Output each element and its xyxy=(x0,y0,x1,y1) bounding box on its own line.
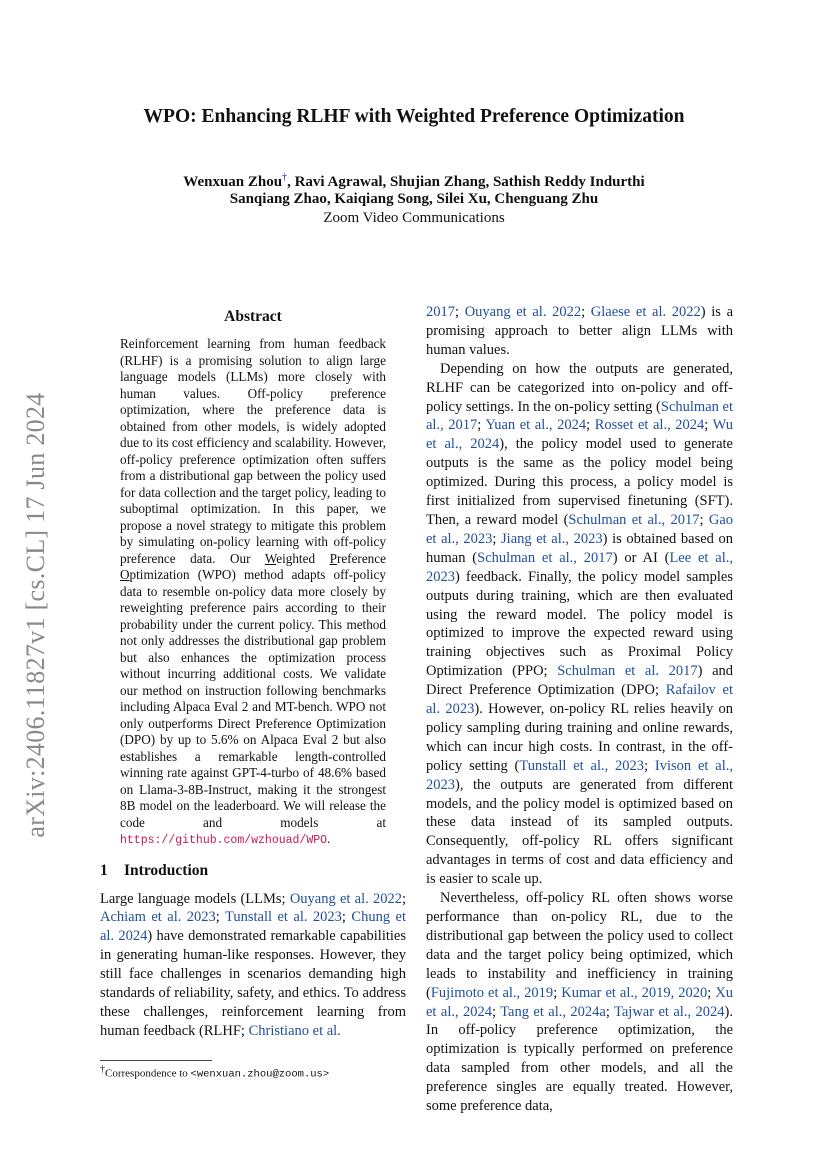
citation-link[interactable]: Chung et al. 2024 xyxy=(100,909,406,945)
citation-link[interactable]: Ouyang et al. 2022 xyxy=(464,304,582,320)
citation-link[interactable]: Kumar et al., 2019, 2020 xyxy=(561,984,708,1001)
citation-link[interactable]: Tunstall et al. 2023 xyxy=(225,909,342,926)
arxiv-sidebar-stamp xyxy=(20,370,52,860)
citation-link[interactable]: Tunstall et al., 2023 xyxy=(519,757,645,774)
citation-link[interactable]: Schulman et al., 2017 xyxy=(477,549,613,566)
citation-link[interactable]: Wu et al., 2024 xyxy=(426,417,733,453)
citation-link[interactable]: Tajwar et al., 2024 xyxy=(614,1003,725,1020)
citation-link[interactable]: Christiano et al. xyxy=(248,1022,341,1039)
citation-link[interactable]: Tang et al., 2024a xyxy=(500,1003,606,1020)
author-first: Wenxuan Zhou xyxy=(183,174,283,190)
citation-link[interactable]: Schulman et al. 2017 xyxy=(557,663,698,680)
citation-link[interactable]: Yuan et al., 2024 xyxy=(485,417,587,434)
abstract-text: Reinforcement learning from human feedback (RLHF) is a promising solution to align large language models (LLMs) more closely with human values. Off-policy preference optimization, where the preference data is obtained from other models, is widely adopted due to its cost efficiency and scalability. However, off-policy preference optimization often suffers from a distributional gap between the policy used for data collection and the target policy, leading to suboptimal optimization. In this paper, we propose a novel strategy to mitigate this problem by simulating on-policy learning with off-policy preference data. Our Weighted Preference Optimization (WPO) method adapts off-policy data to resemble on-policy data more closely by reweighting preference pairs according to their probability under the current policy. This method not only addresses the distributional gap problem but also enhances the optimization process without incurring additional costs. We validate our method on instruction following benchmarks including Alpaca Eval 2 and MT-bench. WPO not only outperforms Direct Preference Optimization (DPO) by up to 5.6% on Alpaca Eval 2 but also establishes a remarkable length-controlled winning rate against GPT-4-turbo of 48.6% based on Llama-3-8B-Instruct, making it the strongest 8B model on the leaderboard. We will release the code and models at https://github.com/wzhouad/WPO. xyxy=(120,336,386,847)
citation-link[interactable]: Xu et al., 2024 xyxy=(426,984,734,1020)
left-column xyxy=(100,308,406,1041)
citation-link[interactable]: Rafailov et al. 2023 xyxy=(426,682,733,718)
citation-link[interactable]: Jiang et al., 2023 xyxy=(501,530,603,547)
citation-link[interactable]: Rosset et al., 2024 xyxy=(594,417,705,434)
citation-link[interactable]: Schulman et al., 2017 xyxy=(426,398,733,434)
authors-rest: , Ravi Agrawal, Shujian Zhang, Sathish Reddy Indurthi xyxy=(287,174,645,190)
author-line-2: Sanqiang Zhao, Kaiqiang Song, Silei Xu, Chenguang Zhu xyxy=(229,191,599,207)
intro-heading: 1 Introduction xyxy=(100,861,209,879)
citation-link[interactable]: Fujimoto et al., 2019 xyxy=(430,984,554,1001)
arxiv-id-text: arXiv:2406.11827v1 [cs.CL] 17 Jun 2024 xyxy=(21,392,50,838)
footnote-email: <wenxuan.zhou@zoom.us> xyxy=(190,1068,330,1081)
citation-link[interactable]: Ouyang et al. 2022 xyxy=(289,890,402,907)
right-column xyxy=(426,303,733,1116)
footnote-divider xyxy=(100,1060,212,1061)
citation-link[interactable]: Achiam et al. 2023 xyxy=(100,909,216,926)
code-url-link[interactable]: https://github.com/wzhouad/WPO xyxy=(120,834,328,847)
rlhf-continuation-paragraph: 2017; Ouyang et al. 2022; Glaese et al. 2022) is a promising approach to better align LLMs with human values. xyxy=(426,304,734,358)
on-off-policy-paragraph: Depending on how the outputs are generated, RLHF can be categorized into on-policy and off-policy settings. In the on-policy setting (Schulman et al., 2017; Yuan et al., 2024; Rosset et al., 2024; Wu et al., 2024), the policy model used to generate outputs is the same as the policy model being optimized. During this process, a policy model is first initialized from supervised finetuning (SFT). Then, a reward model (Schulman et al., 2017; Gao et al., 2023; Jiang et al., 2023) is obtained based on human (Schulman et al., 2017) or AI (Lee et al., 2023) feedback. Finally, the policy model samples outputs during training, which are then evaluated using the reward model. The policy model is optimized to improve the expected reward using training objectives such as Proximal Policy Optimization (PPO; Schulman et al. 2017) and Direct Preference Optimization (DPO; Rafailov et al. 2023). However, on-policy RL relies heavily on policy sampling during training and online rewards, which can incur high costs. In contrast, in the off-policy setting (Tunstall et al., 2023; Ivison et al., 2023), the outputs are generated from different models, and the policy model is optimized based on these data instead of its sampled outputs. Consequently, off-policy RL offers significant advantages in terms of cost and data efficiency and is easier to scale up. xyxy=(426,360,734,888)
distribution-gap-paragraph: Nevertheless, off-policy RL often shows worse performance than on-policy RL, due to the distributional gap between the policy used to collect data and the target policy being optimized, which leads to instability and inefficiency in training (Fujimoto et al., 2019; Kumar et al., 2019, 2020; Xu et al., 2024; Tang et al., 2024a; Tajwar et al., 2024). In off-policy preference optimization, the optimization is typically performed on preference data sampled from other models, and all the preference singles are equally treated. However, some preference data, xyxy=(426,890,734,1115)
citation-link[interactable]: Glaese et al. 2022 xyxy=(590,304,701,320)
citation-link[interactable]: Gao et al., 2023 xyxy=(426,511,734,547)
footnote-mark: † xyxy=(100,1064,105,1075)
paper-title: WPO: Enhancing RLHF with Weighted Preference Optimization xyxy=(143,106,685,127)
citation-link[interactable]: Lee et al., 2023 xyxy=(426,549,733,585)
corresponding-author-mark: † xyxy=(282,172,288,183)
abstract-heading: Abstract xyxy=(224,308,282,325)
citation-link[interactable]: 2017 xyxy=(426,304,455,320)
intro-paragraph: Large language models (LLMs; Ouyang et al. 2022; Achiam et al. 2023; Tunstall et al. 2023; Chung et al. 2024) have demonstrated remarkable capabilities in generating human-like responses. However, they still face challenges in scenarios demanding high standards of reliability, safety, and ethics. To address these challenges, reinforcement learning from human feedback (RLHF; Christiano et al. xyxy=(100,890,407,1039)
citation-link[interactable]: Ivison et al., 2023 xyxy=(426,757,733,793)
footnote: †Correspondence to <wenxuan.zhou@zoom.us> xyxy=(100,1064,330,1081)
author-line-1 xyxy=(0,172,828,191)
citation-link[interactable]: Schulman et al., 2017 xyxy=(568,511,700,528)
affiliation: Zoom Video Communications xyxy=(323,210,505,226)
